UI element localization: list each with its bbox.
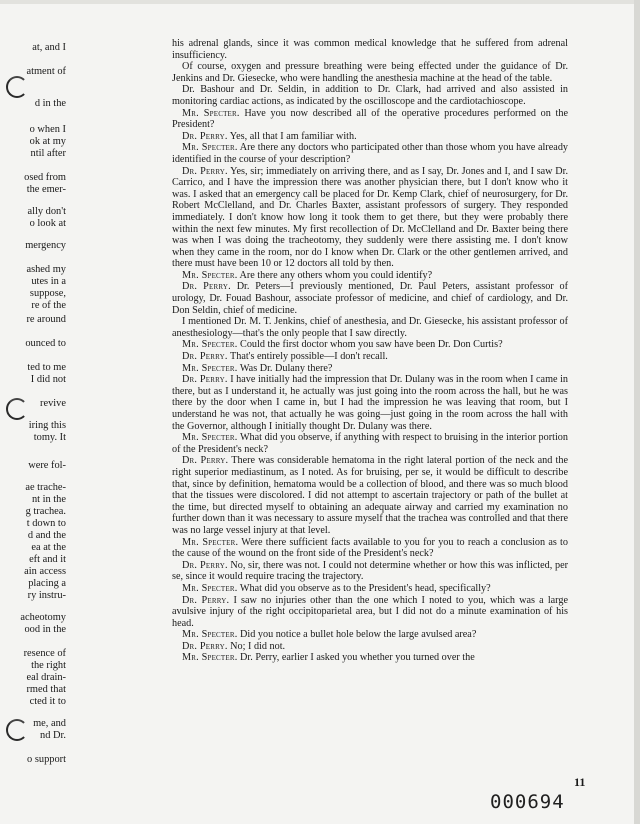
speaker-label: Dr. Perry. <box>182 559 228 571</box>
testimony-paragraph <box>172 316 568 339</box>
speaker-label: Mr. Specter. <box>182 629 238 641</box>
paragraph-text: Are there any others whom you could identify? <box>239 269 433 281</box>
paragraph-text: That's entirely possible—I don't recall. <box>230 351 388 363</box>
facing-page-fragment: nt in the <box>31 494 66 505</box>
facing-page-fragment: nd Dr. <box>40 730 66 741</box>
paragraph-text: I have initially had the impression that Dr. Dulany was in the room when I came in there, but as I understand it, he actually was just going into the room across the hall, but he was there by the door when I came in, but I had the impression he was leaving that room, but I understand he was not, that actually he was going—just going in the room across the hall with the Governor, although I initially thought Dr. Dulany was there. <box>172 374 569 432</box>
page-number: 11 <box>574 775 586 789</box>
facing-page-fragment: placing a <box>28 578 66 589</box>
speaker-label: Mr. Specter. <box>182 269 238 281</box>
facing-page-fragment: at, and I <box>32 42 66 53</box>
speaker-label: Mr. Specter. <box>182 432 238 444</box>
testimony-paragraph <box>172 142 568 165</box>
testimony-paragraph <box>172 108 568 131</box>
facing-page-fragment: cted it to <box>29 696 66 707</box>
speaker-label: Dr. Perry. <box>182 455 229 467</box>
facing-page-fragment: osed from <box>24 172 66 183</box>
paragraph-text: What did you observe as to the President's head, specifically? <box>239 582 491 594</box>
speaker-label: Mr. Specter. <box>182 142 238 154</box>
facing-page-fragment: ally don't <box>27 206 66 217</box>
paragraph-text: Are there any doctors who participated other than those whom you have already identified in the course of your description? <box>172 142 569 165</box>
speaker-label: Dr. Perry. <box>182 640 228 652</box>
paragraph-text: No, sir, there was not. I could not determine whether or how this was inflicted, per se, since it would require tracing the trajectory. <box>172 559 568 583</box>
punch-hole-icon <box>6 719 28 741</box>
facing-page-fragment: iring this <box>28 420 66 431</box>
facing-page-fragment: ain access <box>24 566 66 577</box>
paragraph-text: Did you notice a bullet hole below the large avulsed area? <box>240 629 477 641</box>
speaker-label: Mr. Specter. <box>182 107 240 119</box>
facing-page-fragment: eal drain- <box>26 672 66 683</box>
speaker-label: Mr. Specter. <box>182 339 238 351</box>
testimony-paragraph <box>172 595 568 630</box>
facing-page-fragment: d and the <box>27 530 66 541</box>
facing-page-fragment: ted to me <box>27 362 66 373</box>
paragraph-text: Were there sufficient facts available to you for you to reach a conclusion as to the cause of the wound on the front side of the President's neck? <box>172 536 568 560</box>
paragraph-text: No; I did not. <box>230 640 286 652</box>
testimony-paragraph <box>172 38 568 61</box>
testimony-body <box>172 38 568 664</box>
testimony-paragraph <box>172 363 568 375</box>
facing-page-fragment: eft and it <box>29 554 66 565</box>
facing-page-fragment: ok at my <box>29 136 66 147</box>
testimony-paragraph <box>172 560 568 583</box>
speaker-label: Mr. Specter. <box>182 582 238 594</box>
facing-page-fragment: atment of <box>26 66 66 77</box>
facing-page-fragment: ood in the <box>24 624 66 635</box>
facing-page-fragment: re of the <box>31 300 66 311</box>
testimony-paragraph <box>172 61 568 84</box>
testimony-paragraph <box>172 374 568 432</box>
facing-page-fragment: me, and <box>33 718 66 729</box>
paragraph-text: Dr. Perry, earlier I asked you whether you turned over the <box>240 652 475 664</box>
punch-hole-icon <box>6 398 28 420</box>
testimony-paragraph <box>172 629 568 641</box>
speaker-label: Mr. Specter. <box>182 652 238 664</box>
paragraph-text: There was considerable hematoma in the right lateral portion of the neck and the right superior mediastinum, as I noted. As for bruising, per se, it would be difficult to describe that, since by definition, hematoma would be a collection of blood, and there was so much blood that the tissues were discolored. I did not attempt to ascertain trajectory or path of the bullet at the time, but directed myself to obtaining an adequate airway and carried my examination no further down than it was necessary to assure myself that the trachea was controlled and that there was no large vessel injury at that level. <box>172 455 568 536</box>
paragraph-text: Of course, oxygen and pressure breathing were being effected under the guidance of Dr. Jenkins and Dr. Giesecke, who were handling the anesthesia machine at the head of the table. <box>172 61 568 84</box>
testimony-paragraph <box>172 583 568 595</box>
facing-page-fragment: ae trache- <box>25 482 66 493</box>
testimony-paragraph <box>172 432 568 455</box>
facing-page-fragment: the emer- <box>26 184 66 195</box>
speaker-label: Dr. Perry. <box>182 165 228 177</box>
facing-page-fragment: ea at the <box>31 542 66 553</box>
page-edge <box>634 0 640 824</box>
paragraph-text: his adrenal glands, since it was common medical knowledge that he suffered from adrenal insufficiency. <box>172 38 568 61</box>
testimony-paragraph <box>172 652 568 664</box>
document-number: 000694 <box>490 791 565 813</box>
paragraph-text: Was Dr. Dulany there? <box>239 362 333 374</box>
speaker-label: Mr. Specter. <box>182 536 239 548</box>
facing-page-fragment: d in the <box>34 98 66 109</box>
speaker-label: Dr. Perry. <box>182 351 228 363</box>
facing-page-fragment: revive <box>40 398 66 409</box>
paragraph-text: Dr. Bashour and Dr. Seldin, in addition to Dr. Clark, had arrived and also assisted in monitoring cardiac actions, as indicated by the oscilloscope and the cardiotachioscope. <box>172 84 568 107</box>
testimony-paragraph <box>172 270 568 282</box>
facing-page-fragment: utes in a <box>31 276 66 287</box>
facing-page-fragment: acheotomy <box>20 612 66 623</box>
facing-page-fragment: ry instru- <box>27 590 66 601</box>
testimony-paragraph <box>172 84 568 107</box>
facing-page-fragment: ashed my <box>26 264 66 275</box>
testimony-paragraph <box>172 641 568 653</box>
facing-page-fragment: resence of <box>23 648 66 659</box>
facing-page-fragment: o when I <box>29 124 66 135</box>
testimony-paragraph <box>172 351 568 363</box>
page-edge <box>0 0 640 4</box>
paragraph-text: I saw no injuries other than the one which I noted to you, which was a large avulsive injury of the right occipitoparietal area, but I did not do a minute examination of his head. <box>172 594 568 629</box>
facing-page-fragment: o support <box>27 754 66 765</box>
speaker-label: Dr. Perry. <box>182 594 230 606</box>
testimony-paragraph <box>172 166 568 270</box>
paragraph-text: Yes, sir; immediately on arriving there, and as I say, Dr. Jones and I, and I saw Dr. Carrico, and I have the impression there was another physician there, but I don't know who it was. I asked that an emergency call be placed for Dr. Kemp Clark, chief of neurosurgery, for Dr. Robert McClelland, and Dr. Charles Baxter, assistant professors of surgery. They responded immediately. I don't know how long it took them to get there, but they were probably there within the next few minutes. My first recollection of Dr. McClelland and Dr. Baxter being there was when I was doing the tracheotomy, they suddenly were there assisting me. I don't know when they came in the room, nor do I know when Dr. Clark or the other gentlemen arrived, and there must have been 10 or 12 doctors all told by then. <box>172 165 569 270</box>
testimony-paragraph <box>172 281 568 316</box>
facing-page-fragment: suppose, <box>29 288 66 299</box>
facing-page-fragment: rmed that <box>26 684 66 695</box>
facing-page-fragment: were fol- <box>28 460 66 471</box>
facing-page-fragment: the right <box>31 660 66 671</box>
paragraph-text: What did you observe, if anything with respect to bruising in the interior portion of the President's neck? <box>172 432 568 455</box>
speaker-label: Dr. Perry. <box>182 374 228 386</box>
paragraph-text: Dr. Peters—I previously mentioned, Dr. Paul Peters, assistant professor of urology, Dr. Fouad Bashour, associate professor of medicine, and chief of cardiology, and Dr. Don Seldin, chief of medicine. <box>172 281 568 316</box>
paragraph-text: I mentioned Dr. M. T. Jenkins, chief of anesthesia, and Dr. Giesecke, his assistant professor of anesthesiology—that's the only people that I saw directly. <box>172 316 568 339</box>
testimony-paragraph <box>172 339 568 351</box>
speaker-label: Dr. Perry. <box>182 130 228 142</box>
paragraph-text: Could the first doctor whom you saw have been Dr. Don Curtis? <box>240 339 503 351</box>
paragraph-text: Yes, all that I am familiar with. <box>229 130 357 142</box>
facing-page-fragment: re around <box>26 314 66 325</box>
paragraph-text: Have you now described all of the operative procedures performed on the President? <box>172 107 568 131</box>
speaker-label: Mr. Specter. <box>182 362 238 374</box>
speaker-label: Dr. Perry. <box>182 281 231 293</box>
facing-page-fragment: t down to <box>26 518 66 529</box>
testimony-paragraph <box>172 537 568 560</box>
facing-page-fragment: I did not <box>30 374 66 385</box>
facing-page-fragment: mergency <box>25 240 66 251</box>
facing-page-fragment: ounced to <box>25 338 66 349</box>
facing-page-fragment: ntil after <box>30 148 66 159</box>
punch-hole-icon <box>6 76 28 98</box>
facing-page-fragment: tomy. It <box>33 432 66 443</box>
testimony-paragraph <box>172 455 568 536</box>
facing-page-fragment: g trachea. <box>25 506 66 517</box>
testimony-paragraph <box>172 131 568 143</box>
facing-page-fragment: o look at <box>29 218 66 229</box>
